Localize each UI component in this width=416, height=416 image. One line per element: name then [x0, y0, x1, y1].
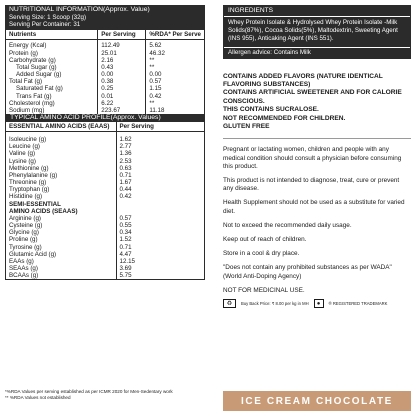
amino-subheader [6, 208, 204, 215]
amino-table [6, 122, 204, 279]
nutrient-name: Trans Fat (g) [6, 93, 98, 100]
nutrient-rda: 1.15 [149, 85, 162, 93]
amino-per-serving: 0.44 [119, 186, 132, 194]
amino-name: Phenylalanine (g) [6, 172, 116, 179]
amino-per-serving: 12.15 [119, 257, 135, 265]
veg-mark-icon: ● [314, 299, 324, 308]
nutrient-name: Total Sugar (g) [6, 64, 98, 71]
nutrient-rda: 11.18 [149, 106, 165, 114]
nutrition-row [6, 64, 204, 71]
warning-line: CONTAINS ADDED FLAVORS (NATURE IDENTICAL FLAVORING SUBSTANCES) [223, 72, 383, 89]
serving-size: Serving Size: 1 Scoop (32g) [9, 13, 87, 21]
amino-row [6, 236, 204, 243]
nutrient-per-serving: 0.00 [98, 71, 146, 78]
amino-row [6, 150, 204, 157]
note-paragraph: This product is not intended to diagnose, treat, cure or prevent any disease. [223, 177, 400, 193]
flavor-banner: ICE CREAM CHOCOLATE [223, 391, 411, 411]
amino-row [6, 172, 204, 179]
amino-per-serving: 0.55 [119, 222, 132, 230]
amino-name: Leucine (g) [6, 143, 116, 150]
note-paragraph: Store in a cool & dry place. [223, 250, 300, 258]
nutrient-name: Total Fat (g) [6, 78, 98, 85]
warning-line: NOT RECOMMENDED FOR CHILDREN. [223, 114, 346, 122]
nutrition-row [6, 78, 204, 85]
buyback-price: Buy Back Price: ₹ 8.00 per kg in MH [241, 301, 309, 307]
col-per-serving: Per Serving [98, 30, 146, 40]
nutrition-title: NUTRITIONAL INFORMATION(Approx. Value) [9, 6, 150, 13]
nutrient-per-serving: 0.43 [98, 64, 146, 71]
nutrition-table [6, 30, 204, 114]
amino-name: Cysteine (g) [6, 222, 116, 229]
amino-name: Isoleucine (g) [6, 132, 116, 144]
amino-name: SEMI-ESSENTIAL [6, 201, 116, 208]
notes [223, 146, 411, 295]
nutrient-rda: 0.42 [149, 92, 162, 100]
nutrition-row [6, 85, 204, 92]
col-nutrients: Nutrients [6, 30, 98, 40]
legal-strip [223, 299, 411, 308]
nutrient-per-serving: 25.01 [98, 50, 146, 57]
divider [223, 138, 411, 139]
note-paragraph: Pregnant or lactating women, children and people with any medical condition should consult a physician before consuming this product. [223, 146, 402, 170]
amino-row [6, 258, 204, 265]
amino-per-serving: 2.77 [119, 143, 132, 151]
amino-name: Tryptophan (g) [6, 186, 116, 193]
nutrition-row [6, 40, 204, 50]
amino-row [6, 132, 204, 144]
amino-row [6, 186, 204, 193]
amino-per-serving: 0.71 [119, 171, 132, 179]
amino-row [6, 222, 204, 229]
amino-row [6, 229, 204, 236]
amino-row [6, 193, 204, 200]
amino-name: Histidine (g) [6, 193, 116, 200]
ingredients-text: Whey Protein Isolate & Hydrolysed Whey Protein Isolate -Milk Solids(87%), Cocoa Solids(5%), Maltodextrin, Sweeting Agent (INS 955), Anticaking Agent (INS 551). [224, 16, 410, 47]
nutrition-row [6, 100, 204, 107]
nutrient-rda: 0.57 [149, 78, 162, 86]
amino-name: Valine (g) [6, 150, 116, 157]
nutrient-rda: 46.32 [149, 49, 165, 57]
nutrient-per-serving: 0.01 [98, 93, 146, 100]
trademark-note: ® REGISTERED TRADEMARK [328, 301, 388, 307]
servings-per-container: Serving Per Container: 31 [9, 20, 81, 28]
amino-per-serving: 4.47 [119, 250, 132, 258]
nutrient-rda: 5.62 [149, 42, 162, 50]
nutrition-header [5, 5, 205, 29]
ingredients-title: INGREDIENTS [224, 6, 410, 16]
nutrition-table-header [6, 30, 204, 40]
ingredients-box [223, 5, 411, 59]
nutrient-name: Saturated Fat (g) [6, 85, 98, 92]
warning-line: THIS CONTAINS SUCRALOSE. [223, 106, 319, 114]
nutrient-rda: ** [149, 63, 155, 71]
note-paragraph: Not to exceed the recommended daily usage. [223, 221, 352, 229]
amino-row [6, 179, 204, 186]
amino-row [6, 158, 204, 165]
nutrient-rda: 0.00 [149, 71, 162, 79]
amino-per-serving [116, 201, 204, 208]
amino-row [6, 265, 204, 272]
nutrient-per-serving: 0.38 [98, 78, 146, 85]
nutrient-per-serving: 112.49 [98, 40, 146, 50]
nutrient-name: Protein (g) [6, 50, 98, 57]
recycle-icon: ♻ [223, 299, 236, 308]
amino-per-serving: 1.62 [119, 136, 132, 144]
col-rda: %RDA* Per Serve [146, 30, 204, 40]
amino-row [6, 215, 204, 222]
amino-name: Arginine (g) [6, 215, 116, 222]
nutrition-row [6, 57, 204, 64]
amino-per-serving: 0.63 [119, 164, 132, 172]
amino-title: TYPICAL AMINO ACID PROFILE(Approx. Values) [6, 114, 204, 122]
warning-line: CONTAINS ARTIFICIAL SWEETENER AND FOR CALORIE CONSCIOUS. [223, 89, 402, 105]
amino-table-header [6, 122, 204, 132]
amino-per-serving: 0.57 [119, 214, 132, 222]
amino-name: SEAAs (g) [6, 265, 116, 272]
amino-per-serving: 0.42 [119, 193, 132, 201]
nutrition-row [6, 107, 204, 114]
amino-name: Glutamic Acid (g) [6, 251, 116, 258]
nutrition-table-box [5, 29, 205, 280]
warnings [223, 73, 411, 132]
nutrition-row [6, 50, 204, 57]
nutrition-row [6, 93, 204, 100]
amino-name: Methionine (g) [6, 165, 116, 172]
col-essential: ESSENTIAL AMINO ACIDS (EAAS) [6, 122, 116, 132]
footnotes [5, 389, 215, 400]
nutrient-per-serving: 6.22 [98, 100, 146, 107]
footnote-not-established: ** %RDA Values not established [5, 394, 71, 400]
amino-per-serving: 1.36 [119, 150, 132, 158]
amino-subheader [6, 201, 204, 208]
amino-per-serving: 0.34 [119, 229, 132, 237]
note-paragraph: Health Supplement should not be used as a substitute for varied diet. [223, 199, 405, 215]
note-paragraph: "Does not contain any prohibited substances as per WADA" (World Anti-Doping Agency) [223, 264, 392, 280]
nutrient-name: Energy (Kcal) [6, 40, 98, 50]
nutrient-rda: ** [149, 56, 155, 64]
amino-name: Lysine (g) [6, 158, 116, 165]
col-amino-per-serving: Per Serving [116, 122, 204, 132]
allergen-advice: Allergen advice: Contains Milk [224, 47, 410, 58]
amino-row [6, 143, 204, 150]
amino-name: Tyrosine (g) [6, 244, 116, 251]
nutrient-name: Added Sugar (g) [6, 71, 98, 78]
amino-per-serving: 5.75 [119, 272, 132, 280]
amino-name: AMINO ACIDS (SEAAS) [6, 208, 116, 215]
nutrient-name: Carbohydrate (g) [6, 57, 98, 64]
amino-per-serving: 0.71 [119, 243, 132, 251]
amino-per-serving: 3.69 [119, 264, 132, 272]
amino-name: Proline (g) [6, 236, 116, 243]
nutrition-row [6, 71, 204, 78]
amino-per-serving: 1.67 [119, 179, 132, 187]
amino-name: BCAAs (g) [6, 272, 116, 279]
amino-name: Glycine (g) [6, 229, 116, 236]
nutrition-panel [5, 5, 205, 383]
amino-row [6, 165, 204, 172]
footnote-rda: *%RDA Values per serving established as per ICMR 2020 for Men-Sedentary work [5, 389, 173, 394]
nutrient-name: Sodium (mg) [6, 107, 98, 114]
amino-per-serving [116, 208, 204, 215]
info-panel [223, 5, 411, 411]
nutrient-rda: ** [149, 99, 155, 107]
nutrient-per-serving: 0.25 [98, 85, 146, 92]
amino-per-serving: 2.53 [119, 157, 132, 165]
nutrient-name: Cholesterol (mg) [6, 100, 98, 107]
amino-name: Threonine (g) [6, 179, 116, 186]
nutrient-per-serving: 2.16 [98, 57, 146, 64]
nutrient-per-serving: 223.67 [98, 107, 146, 114]
amino-row [6, 251, 204, 258]
amino-row [6, 272, 204, 279]
amino-per-serving: 1.52 [119, 236, 132, 244]
note-paragraph: NOT FOR MEDICINAL USE. [223, 286, 305, 294]
amino-row [6, 244, 204, 251]
note-paragraph: Keep out of reach of children. [223, 236, 307, 244]
amino-name: EAAs (g) [6, 258, 116, 265]
warning-line: GLUTEN FREE [223, 123, 270, 131]
